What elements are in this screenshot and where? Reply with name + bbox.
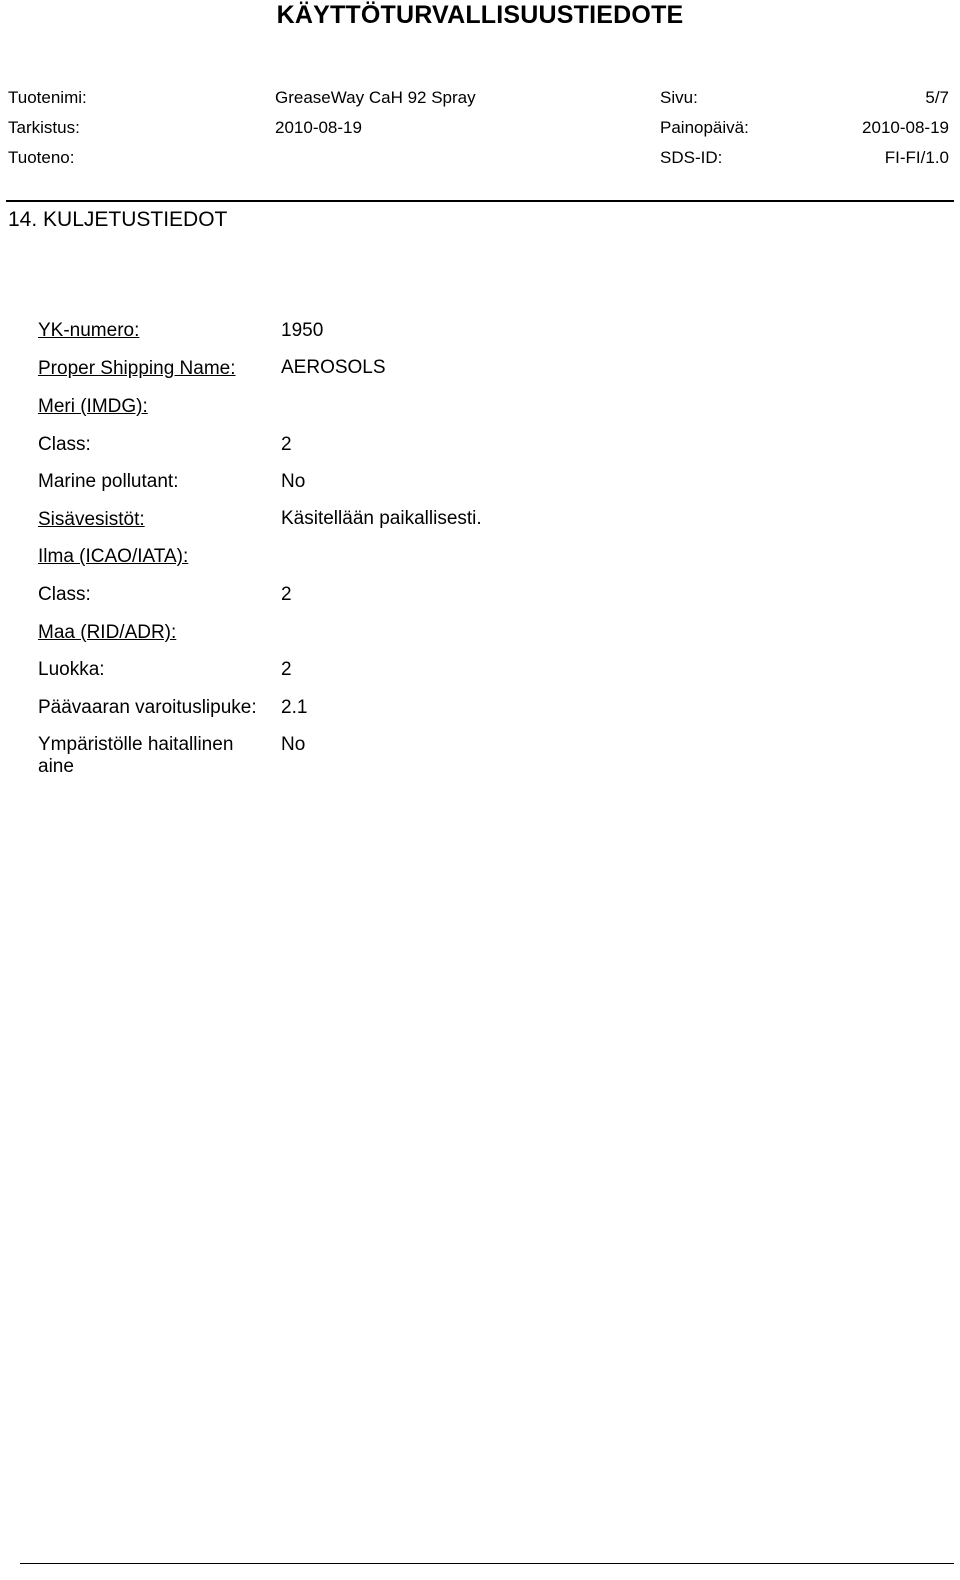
header-revision-label: Tarkistus: [8, 118, 80, 137]
air-class-value: 2 [281, 584, 292, 605]
un-number-label: YK-numero: [38, 320, 140, 341]
sea-class-value: 2 [281, 434, 292, 455]
land-heading: Maa (RID/ADR): [38, 622, 177, 643]
sea-class-label: Class: [38, 434, 91, 455]
main-hazard-value: 2.1 [281, 697, 308, 718]
document-title: KÄYTTÖTURVALLISUUSTIEDOTE [276, 1, 684, 29]
shipping-name-label: Proper Shipping Name: [38, 358, 236, 379]
header-print-date: 2010-08-19 [862, 118, 949, 137]
marine-pollutant-value: No [281, 471, 306, 492]
header-page-label: Sivu: [660, 88, 698, 107]
header-product-name-label: Tuotenimi: [8, 88, 87, 107]
section-title: 14. KULJETUSTIEDOT [8, 208, 228, 231]
header-revision: 2010-08-19 [275, 118, 362, 137]
header-print-date-label: Painopäivä: [660, 118, 749, 137]
header-sds-id-label: SDS-ID: [660, 148, 723, 167]
inland-value: Käsitellään paikallisesti. [281, 508, 482, 529]
header-sds-id: FI-FI/1.0 [884, 148, 949, 167]
header-page: 5/7 [925, 88, 949, 107]
header-product-no-label: Tuoteno: [8, 148, 75, 167]
env-hazard-label: Ympäristölle haitallinen aine [38, 734, 234, 777]
land-class-label: Luokka: [38, 659, 105, 680]
land-class-value: 2 [281, 659, 292, 680]
air-heading: Ilma (ICAO/IATA): [38, 546, 189, 567]
footer-divider [20, 1563, 954, 1564]
inland-heading: Sisävesistöt: [38, 509, 145, 530]
marine-pollutant-label: Marine pollutant: [38, 471, 179, 492]
header-divider [6, 200, 954, 202]
env-hazard-value: No [281, 734, 306, 755]
header-product-name: GreaseWay CaH 92 Spray [275, 88, 476, 107]
un-number-value: 1950 [281, 320, 324, 341]
sea-heading: Meri (IMDG): [38, 396, 148, 417]
main-hazard-label: Päävaaran varoituslipuke: [38, 697, 257, 718]
shipping-name-value: AEROSOLS [281, 357, 386, 378]
air-class-label: Class: [38, 584, 91, 605]
